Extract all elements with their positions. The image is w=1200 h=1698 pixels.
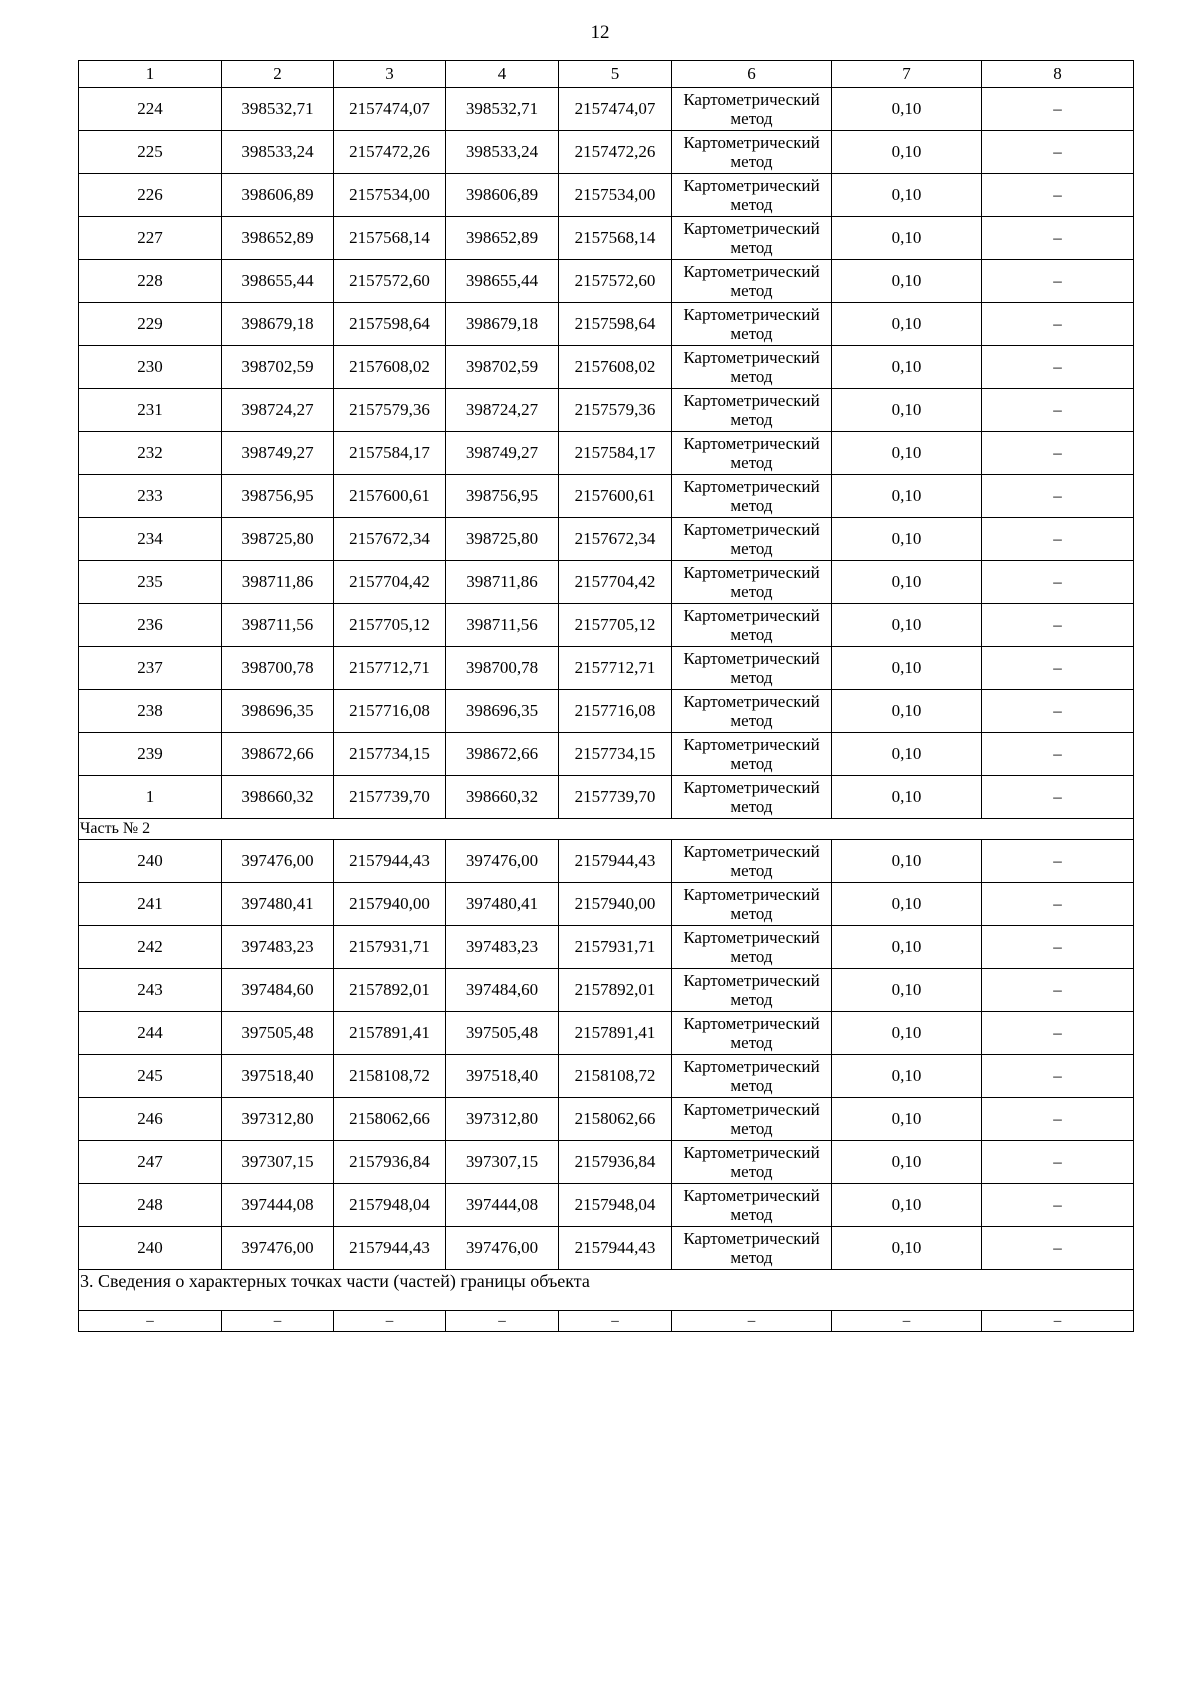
description-cell: –	[982, 131, 1134, 174]
accuracy-cell: 0,10	[832, 303, 982, 346]
y-coordinate-cell: 2158062,66	[334, 1098, 446, 1141]
accuracy-cell: 0,10	[832, 518, 982, 561]
y-coordinate-cell: 2157712,71	[334, 647, 446, 690]
method-cell: Картометрический метод	[672, 969, 832, 1012]
description-cell: –	[982, 174, 1134, 217]
method-cell: Картометрический метод	[672, 733, 832, 776]
accuracy-cell: 0,10	[832, 1098, 982, 1141]
table-row	[79, 883, 1134, 926]
x-coordinate-cell: 398749,27	[446, 432, 559, 475]
x-coordinate-cell: 398711,86	[446, 561, 559, 604]
coordinates-table	[78, 60, 1134, 1332]
description-cell: –	[982, 776, 1134, 819]
x-coordinate-cell: 397444,08	[446, 1184, 559, 1227]
column-header: 1	[79, 61, 222, 88]
empty-value-cell: –	[334, 1311, 446, 1332]
accuracy-cell: 0,10	[832, 475, 982, 518]
method-cell: Картометрический метод	[672, 260, 832, 303]
y-coordinate-cell: 2157472,26	[559, 131, 672, 174]
table-row	[79, 389, 1134, 432]
column-header: 8	[982, 61, 1134, 88]
y-coordinate-cell: 2157568,14	[334, 217, 446, 260]
y-coordinate-cell: 2158108,72	[334, 1055, 446, 1098]
y-coordinate-cell: 2157598,64	[334, 303, 446, 346]
table-row	[79, 776, 1134, 819]
x-coordinate-cell: 397312,80	[446, 1098, 559, 1141]
point-number-cell: 229	[79, 303, 222, 346]
part-label: Часть № 2	[79, 819, 1134, 840]
table-row	[79, 969, 1134, 1012]
point-number-cell: 230	[79, 346, 222, 389]
point-number-cell: 227	[79, 217, 222, 260]
y-coordinate-cell: 2157892,01	[559, 969, 672, 1012]
description-cell: –	[982, 1184, 1134, 1227]
column-header: 5	[559, 61, 672, 88]
x-coordinate-cell: 398533,24	[222, 131, 334, 174]
y-coordinate-cell: 2157948,04	[334, 1184, 446, 1227]
description-cell: –	[982, 518, 1134, 561]
method-cell: Картометрический метод	[672, 776, 832, 819]
x-coordinate-cell: 398700,78	[446, 647, 559, 690]
table-row	[79, 840, 1134, 883]
x-coordinate-cell: 398711,56	[446, 604, 559, 647]
table-row	[79, 926, 1134, 969]
description-cell: –	[982, 1141, 1134, 1184]
y-coordinate-cell: 2157584,17	[334, 432, 446, 475]
description-cell: –	[982, 926, 1134, 969]
x-coordinate-cell: 398660,32	[446, 776, 559, 819]
table-row	[79, 1311, 1134, 1332]
x-coordinate-cell: 397476,00	[222, 840, 334, 883]
description-cell: –	[982, 969, 1134, 1012]
y-coordinate-cell: 2157936,84	[559, 1141, 672, 1184]
description-cell: –	[982, 1055, 1134, 1098]
y-coordinate-cell: 2157608,02	[559, 346, 672, 389]
table-row	[79, 1012, 1134, 1055]
point-number-cell: 238	[79, 690, 222, 733]
point-number-cell: 243	[79, 969, 222, 1012]
table-row	[79, 1141, 1134, 1184]
accuracy-cell: 0,10	[832, 1184, 982, 1227]
x-coordinate-cell: 397480,41	[446, 883, 559, 926]
empty-value-cell: –	[222, 1311, 334, 1332]
y-coordinate-cell: 2157712,71	[559, 647, 672, 690]
accuracy-cell: 0,10	[832, 1227, 982, 1270]
x-coordinate-cell: 398696,35	[222, 690, 334, 733]
x-coordinate-cell: 398679,18	[222, 303, 334, 346]
description-cell: –	[982, 733, 1134, 776]
section-title: 3. Сведения о характерных точках части (частей) границы объекта	[79, 1270, 1134, 1311]
y-coordinate-cell: 2157944,43	[334, 1227, 446, 1270]
x-coordinate-cell: 397484,60	[446, 969, 559, 1012]
description-cell: –	[982, 389, 1134, 432]
y-coordinate-cell: 2157936,84	[334, 1141, 446, 1184]
x-coordinate-cell: 397307,15	[222, 1141, 334, 1184]
method-cell: Картометрический метод	[672, 475, 832, 518]
y-coordinate-cell: 2157704,42	[559, 561, 672, 604]
method-cell: Картометрический метод	[672, 1012, 832, 1055]
x-coordinate-cell: 397505,48	[446, 1012, 559, 1055]
x-coordinate-cell: 398655,44	[222, 260, 334, 303]
x-coordinate-cell: 398660,32	[222, 776, 334, 819]
description-cell: –	[982, 690, 1134, 733]
y-coordinate-cell: 2157739,70	[334, 776, 446, 819]
y-coordinate-cell: 2157734,15	[334, 733, 446, 776]
x-coordinate-cell: 398655,44	[446, 260, 559, 303]
y-coordinate-cell: 2157598,64	[559, 303, 672, 346]
x-coordinate-cell: 398606,89	[222, 174, 334, 217]
y-coordinate-cell: 2157891,41	[559, 1012, 672, 1055]
point-number-cell: 232	[79, 432, 222, 475]
accuracy-cell: 0,10	[832, 432, 982, 475]
method-cell: Картометрический метод	[672, 88, 832, 131]
empty-value-cell: –	[559, 1311, 672, 1332]
column-header: 6	[672, 61, 832, 88]
y-coordinate-cell: 2157940,00	[559, 883, 672, 926]
y-coordinate-cell: 2157600,61	[559, 475, 672, 518]
part-heading-row	[79, 819, 1134, 840]
description-cell: –	[982, 1012, 1134, 1055]
x-coordinate-cell: 398700,78	[222, 647, 334, 690]
x-coordinate-cell: 398672,66	[446, 733, 559, 776]
x-coordinate-cell: 398749,27	[222, 432, 334, 475]
method-cell: Картометрический метод	[672, 604, 832, 647]
y-coordinate-cell: 2157534,00	[334, 174, 446, 217]
point-number-cell: 246	[79, 1098, 222, 1141]
table-row	[79, 303, 1134, 346]
point-number-cell: 245	[79, 1055, 222, 1098]
x-coordinate-cell: 397444,08	[222, 1184, 334, 1227]
accuracy-cell: 0,10	[832, 883, 982, 926]
y-coordinate-cell: 2157734,15	[559, 733, 672, 776]
accuracy-cell: 0,10	[832, 346, 982, 389]
x-coordinate-cell: 397483,23	[222, 926, 334, 969]
x-coordinate-cell: 397480,41	[222, 883, 334, 926]
description-cell: –	[982, 883, 1134, 926]
y-coordinate-cell: 2157931,71	[334, 926, 446, 969]
table-row	[79, 475, 1134, 518]
x-coordinate-cell: 397484,60	[222, 969, 334, 1012]
y-coordinate-cell: 2157931,71	[559, 926, 672, 969]
point-number-cell: 225	[79, 131, 222, 174]
accuracy-cell: 0,10	[832, 88, 982, 131]
y-coordinate-cell: 2157704,42	[334, 561, 446, 604]
x-coordinate-cell: 397518,40	[222, 1055, 334, 1098]
y-coordinate-cell: 2157672,34	[334, 518, 446, 561]
point-number-cell: 237	[79, 647, 222, 690]
table-row	[79, 518, 1134, 561]
y-coordinate-cell: 2157474,07	[334, 88, 446, 131]
y-coordinate-cell: 2157534,00	[559, 174, 672, 217]
y-coordinate-cell: 2157716,08	[559, 690, 672, 733]
x-coordinate-cell: 397476,00	[446, 840, 559, 883]
y-coordinate-cell: 2157474,07	[559, 88, 672, 131]
accuracy-cell: 0,10	[832, 217, 982, 260]
point-number-cell: 240	[79, 840, 222, 883]
table-row	[79, 1227, 1134, 1270]
y-coordinate-cell: 2157572,60	[334, 260, 446, 303]
empty-value-cell: –	[982, 1311, 1134, 1332]
x-coordinate-cell: 397476,00	[446, 1227, 559, 1270]
table-row	[79, 432, 1134, 475]
description-cell: –	[982, 346, 1134, 389]
description-cell: –	[982, 604, 1134, 647]
y-coordinate-cell: 2157948,04	[559, 1184, 672, 1227]
table-row	[79, 561, 1134, 604]
description-cell: –	[982, 840, 1134, 883]
y-coordinate-cell: 2157572,60	[559, 260, 672, 303]
method-cell: Картометрический метод	[672, 303, 832, 346]
x-coordinate-cell: 398606,89	[446, 174, 559, 217]
x-coordinate-cell: 398756,95	[446, 475, 559, 518]
x-coordinate-cell: 398711,86	[222, 561, 334, 604]
method-cell: Картометрический метод	[672, 1055, 832, 1098]
method-cell: Картометрический метод	[672, 1227, 832, 1270]
point-number-cell: 244	[79, 1012, 222, 1055]
point-number-cell: 236	[79, 604, 222, 647]
column-header: 3	[334, 61, 446, 88]
accuracy-cell: 0,10	[832, 389, 982, 432]
table-row	[79, 1184, 1134, 1227]
method-cell: Картометрический метод	[672, 840, 832, 883]
y-coordinate-cell: 2157600,61	[334, 475, 446, 518]
method-cell: Картометрический метод	[672, 389, 832, 432]
page-number: 12	[590, 22, 610, 43]
accuracy-cell: 0,10	[832, 1055, 982, 1098]
accuracy-cell: 0,10	[832, 840, 982, 883]
x-coordinate-cell: 398725,80	[446, 518, 559, 561]
x-coordinate-cell: 397518,40	[446, 1055, 559, 1098]
table-row	[79, 346, 1134, 389]
y-coordinate-cell: 2157608,02	[334, 346, 446, 389]
table-header-row	[79, 61, 1134, 88]
method-cell: Картометрический метод	[672, 1184, 832, 1227]
description-cell: –	[982, 217, 1134, 260]
section-heading-row	[79, 1270, 1134, 1311]
method-cell: Картометрический метод	[672, 346, 832, 389]
y-coordinate-cell: 2157891,41	[334, 1012, 446, 1055]
empty-value-cell: –	[446, 1311, 559, 1332]
point-number-cell: 233	[79, 475, 222, 518]
y-coordinate-cell: 2157944,43	[559, 840, 672, 883]
y-coordinate-cell: 2157944,43	[334, 840, 446, 883]
x-coordinate-cell: 398724,27	[222, 389, 334, 432]
point-number-cell: 1	[79, 776, 222, 819]
x-coordinate-cell: 398725,80	[222, 518, 334, 561]
y-coordinate-cell: 2157705,12	[334, 604, 446, 647]
point-number-cell: 224	[79, 88, 222, 131]
x-coordinate-cell: 397505,48	[222, 1012, 334, 1055]
y-coordinate-cell: 2157892,01	[334, 969, 446, 1012]
table-row	[79, 604, 1134, 647]
accuracy-cell: 0,10	[832, 604, 982, 647]
x-coordinate-cell: 398532,71	[222, 88, 334, 131]
point-number-cell: 242	[79, 926, 222, 969]
description-cell: –	[982, 647, 1134, 690]
accuracy-cell: 0,10	[832, 260, 982, 303]
accuracy-cell: 0,10	[832, 776, 982, 819]
accuracy-cell: 0,10	[832, 131, 982, 174]
point-number-cell: 248	[79, 1184, 222, 1227]
column-header: 4	[446, 61, 559, 88]
x-coordinate-cell: 398724,27	[446, 389, 559, 432]
y-coordinate-cell: 2158062,66	[559, 1098, 672, 1141]
method-cell: Картометрический метод	[672, 131, 832, 174]
table-row	[79, 260, 1134, 303]
empty-value-cell: –	[79, 1311, 222, 1332]
x-coordinate-cell: 398711,56	[222, 604, 334, 647]
point-number-cell: 239	[79, 733, 222, 776]
description-cell: –	[982, 432, 1134, 475]
accuracy-cell: 0,10	[832, 174, 982, 217]
point-number-cell: 235	[79, 561, 222, 604]
table-row	[79, 733, 1134, 776]
table-row	[79, 1055, 1134, 1098]
point-number-cell: 234	[79, 518, 222, 561]
point-number-cell: 241	[79, 883, 222, 926]
description-cell: –	[982, 561, 1134, 604]
method-cell: Картометрический метод	[672, 647, 832, 690]
method-cell: Картометрический метод	[672, 883, 832, 926]
y-coordinate-cell: 2157579,36	[334, 389, 446, 432]
accuracy-cell: 0,10	[832, 1012, 982, 1055]
y-coordinate-cell: 2157579,36	[559, 389, 672, 432]
table-row	[79, 690, 1134, 733]
x-coordinate-cell: 398679,18	[446, 303, 559, 346]
y-coordinate-cell: 2157940,00	[334, 883, 446, 926]
y-coordinate-cell: 2157716,08	[334, 690, 446, 733]
y-coordinate-cell: 2157672,34	[559, 518, 672, 561]
accuracy-cell: 0,10	[832, 733, 982, 776]
point-number-cell: 228	[79, 260, 222, 303]
column-header: 2	[222, 61, 334, 88]
table-row	[79, 174, 1134, 217]
y-coordinate-cell: 2157472,26	[334, 131, 446, 174]
description-cell: –	[982, 1098, 1134, 1141]
x-coordinate-cell: 398652,89	[222, 217, 334, 260]
description-cell: –	[982, 475, 1134, 518]
method-cell: Картометрический метод	[672, 1098, 832, 1141]
y-coordinate-cell: 2157739,70	[559, 776, 672, 819]
table-row	[79, 131, 1134, 174]
x-coordinate-cell: 398702,59	[222, 346, 334, 389]
x-coordinate-cell: 398672,66	[222, 733, 334, 776]
x-coordinate-cell: 398533,24	[446, 131, 559, 174]
description-cell: –	[982, 303, 1134, 346]
x-coordinate-cell: 398756,95	[222, 475, 334, 518]
table-row	[79, 88, 1134, 131]
point-number-cell: 247	[79, 1141, 222, 1184]
y-coordinate-cell: 2157944,43	[559, 1227, 672, 1270]
point-number-cell: 226	[79, 174, 222, 217]
x-coordinate-cell: 397483,23	[446, 926, 559, 969]
method-cell: Картометрический метод	[672, 432, 832, 475]
table-row	[79, 647, 1134, 690]
x-coordinate-cell: 397312,80	[222, 1098, 334, 1141]
x-coordinate-cell: 398696,35	[446, 690, 559, 733]
description-cell: –	[982, 260, 1134, 303]
description-cell: –	[982, 1227, 1134, 1270]
y-coordinate-cell: 2158108,72	[559, 1055, 672, 1098]
x-coordinate-cell: 397476,00	[222, 1227, 334, 1270]
method-cell: Картометрический метод	[672, 561, 832, 604]
table-row	[79, 217, 1134, 260]
column-header: 7	[832, 61, 982, 88]
accuracy-cell: 0,10	[832, 647, 982, 690]
empty-value-cell: –	[672, 1311, 832, 1332]
method-cell: Картометрический метод	[672, 690, 832, 733]
y-coordinate-cell: 2157568,14	[559, 217, 672, 260]
accuracy-cell: 0,10	[832, 561, 982, 604]
empty-value-cell: –	[832, 1311, 982, 1332]
point-number-cell: 240	[79, 1227, 222, 1270]
y-coordinate-cell: 2157705,12	[559, 604, 672, 647]
accuracy-cell: 0,10	[832, 969, 982, 1012]
x-coordinate-cell: 397307,15	[446, 1141, 559, 1184]
y-coordinate-cell: 2157584,17	[559, 432, 672, 475]
method-cell: Картометрический метод	[672, 518, 832, 561]
x-coordinate-cell: 398652,89	[446, 217, 559, 260]
method-cell: Картометрический метод	[672, 174, 832, 217]
point-number-cell: 231	[79, 389, 222, 432]
accuracy-cell: 0,10	[832, 690, 982, 733]
x-coordinate-cell: 398702,59	[446, 346, 559, 389]
description-cell: –	[982, 88, 1134, 131]
accuracy-cell: 0,10	[832, 1141, 982, 1184]
table-row	[79, 1098, 1134, 1141]
method-cell: Картометрический метод	[672, 217, 832, 260]
accuracy-cell: 0,10	[832, 926, 982, 969]
method-cell: Картометрический метод	[672, 1141, 832, 1184]
x-coordinate-cell: 398532,71	[446, 88, 559, 131]
method-cell: Картометрический метод	[672, 926, 832, 969]
